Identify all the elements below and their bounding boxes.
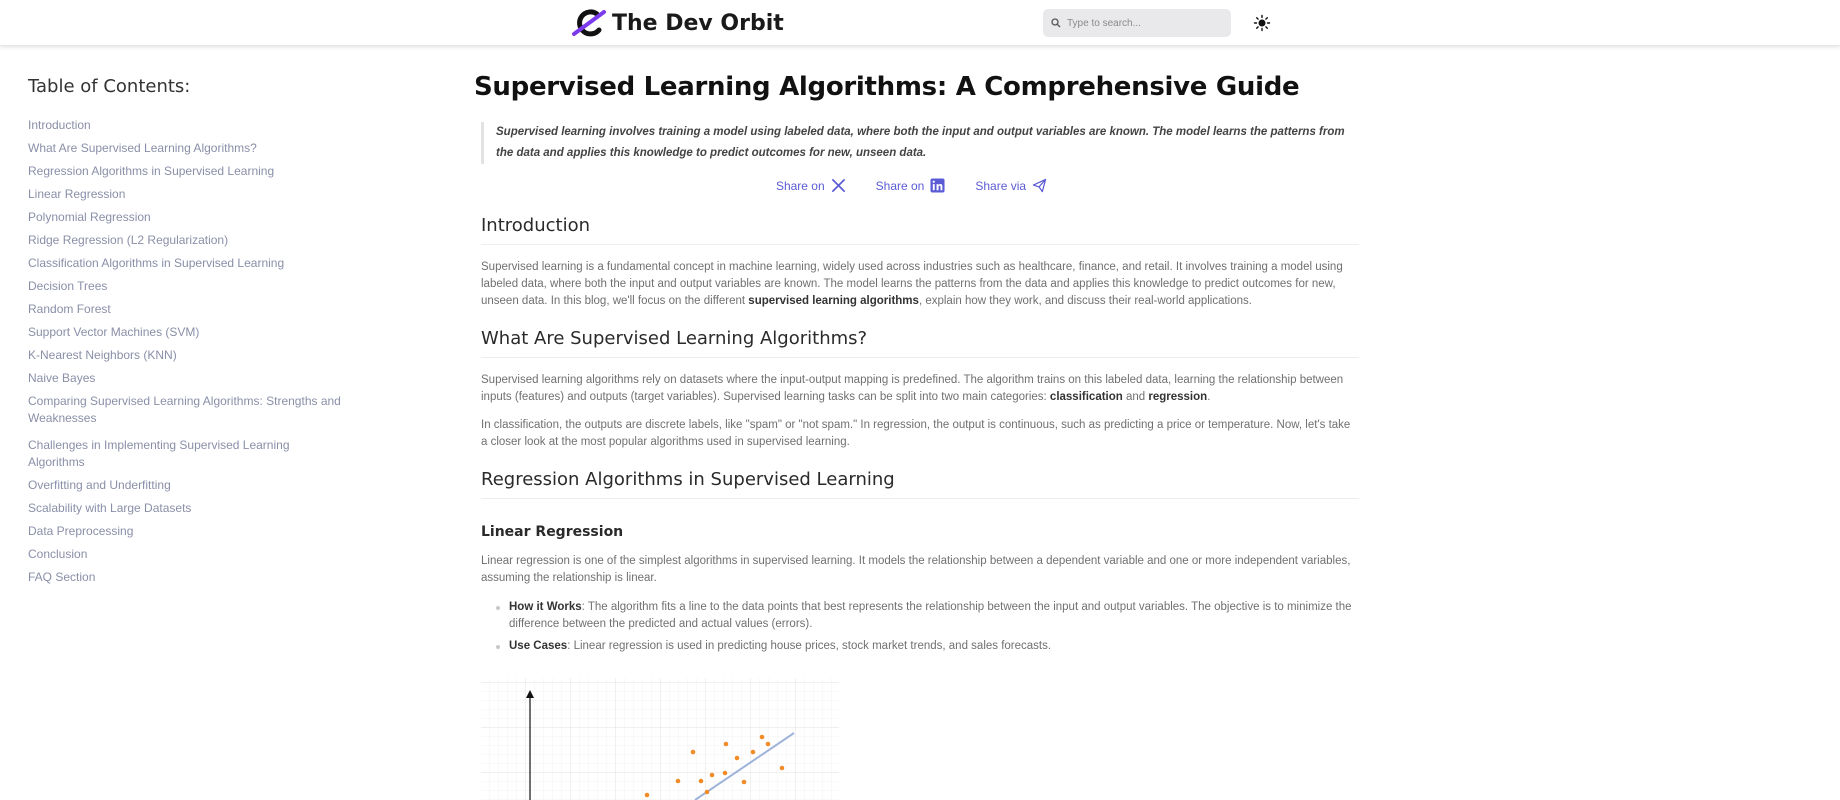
toc-item[interactable]: What Are Supervised Learning Algorithms? — [28, 141, 257, 155]
toc-item[interactable]: Introduction — [28, 118, 91, 132]
share-email-label: Share via — [975, 178, 1027, 193]
search-icon — [1051, 18, 1061, 28]
toc-item[interactable]: Naive Bayes — [28, 371, 96, 385]
site-header — [0, 0, 1840, 46]
article-title: Supervised Learning Algorithms: A Comprehensive Guide — [474, 72, 1300, 102]
search-input[interactable] — [1067, 18, 1227, 29]
article — [474, 72, 1359, 660]
sun-icon[interactable] — [1252, 13, 1272, 33]
toc-item[interactable]: Support Vector Machines (SVM) — [28, 325, 200, 339]
share-linkedin-label: Share on — [875, 178, 925, 193]
table-of-contents — [28, 76, 348, 592]
paper-plane-icon — [1032, 178, 1047, 193]
toc-item[interactable]: FAQ Section — [28, 570, 96, 584]
intro-bold: supervised learning algorithms — [748, 295, 919, 307]
subsection-heading-linear-regression: Linear Regression — [481, 524, 624, 540]
share-linkedin-link[interactable] — [876, 178, 946, 193]
what-are-text-2: and — [1122, 391, 1149, 403]
linkedin-icon — [930, 178, 945, 193]
intro-text-2: , explain how they work, and discuss their real-world applications. — [918, 295, 1252, 307]
share-email-link[interactable] — [975, 178, 1047, 193]
regression-bold: regression — [1148, 391, 1208, 403]
toc-item[interactable]: Random Forest — [28, 302, 111, 316]
search-box[interactable] — [1043, 9, 1231, 37]
list-item — [509, 638, 1359, 655]
article-summary: Supervised learning involves training a model using labeled data, where both the input and output variables are known. The model learns the patterns from the data and applies this knowledge to predict outcomes for new, unseen data. — [481, 122, 1357, 164]
section-heading-what-are: What Are Supervised Learning Algorithms? — [481, 328, 1359, 358]
toc-item[interactable]: Ridge Regression (L2 Regularization) — [28, 233, 229, 247]
classification-bold: classification — [1049, 391, 1123, 403]
linear-regression-bullets — [509, 599, 1359, 655]
site-logo[interactable] — [572, 8, 784, 38]
toc-item[interactable]: Data Preprocessing — [28, 524, 134, 538]
linear-regression-paragraph: Linear regression is one of the simplest algorithms in supervised learning. It models the relationship between a dependent variable and one or more independent variables, assuming the relationship is linear. — [481, 555, 1351, 584]
what-are-text-1: Supervised learning algorithms rely on datasets where the input-output mapping is predefined. The algorithm trains on this labeled data, learning the relationship between inputs (features) and outputs (target variables). Supervised learning tasks can be split into two main categories: — [481, 374, 1344, 403]
toc-item[interactable]: Classification Algorithms in Supervised Learning — [28, 256, 285, 270]
orbit-logo-icon — [572, 8, 606, 38]
what-are-paragraph-2: In classification, the outputs are discrete labels, like "spam" or "not spam." In regression, the output is continuous, such as predicting a price or temperature. Now, let's take a closer look at the most popular algorithms used in supervised learning. — [481, 419, 1351, 448]
toc-item[interactable]: K-Nearest Neighbors (KNN) — [28, 348, 177, 362]
intro-paragraph — [481, 259, 1359, 310]
bullet-text: : The algorithm fits a line to the data points that best represents the relationship between the input and output variables. The objective is to minimize the difference between the predicted and actual values (errors). — [509, 601, 1352, 630]
toc-item[interactable]: Comparing Supervised Learning Algorithms: Strengths and Weaknesses — [28, 394, 341, 425]
section-heading-regression: Regression Algorithms in Supervised Learning — [481, 469, 1359, 499]
list-item — [509, 599, 1359, 633]
toc-item[interactable]: Polynomial Regression — [28, 210, 151, 224]
toc-title: Table of Contents: — [28, 76, 191, 97]
site-name: The Dev Orbit — [612, 10, 784, 36]
toc-item[interactable]: Linear Regression — [28, 187, 126, 201]
toc-item[interactable]: Decision Trees — [28, 279, 108, 293]
share-bar — [474, 178, 1359, 193]
bullet-label: How it Works — [509, 601, 582, 613]
toc-list — [28, 117, 348, 586]
toc-item[interactable]: Overfitting and Underfitting — [28, 478, 171, 492]
intro-text-1: Supervised learning is a fundamental concept in machine learning, widely used across industries such as healthcare, finance, and retail. It involves training a model using labeled data, where both the input and output variables are known. The model learns the patterns from the data and applies this knowledge to predict outcomes for new, unseen data. In this blog, we'll focus on the different — [481, 261, 1343, 307]
bullet-label: Use Cases — [509, 640, 568, 652]
toc-item[interactable]: Scalability with Large Datasets — [28, 501, 192, 515]
toc-item[interactable]: Conclusion — [28, 547, 88, 561]
share-twitter-link[interactable] — [776, 178, 846, 193]
toc-item[interactable]: Regression Algorithms in Supervised Learning — [28, 164, 275, 178]
toc-item[interactable]: Challenges in Implementing Supervised Learning Algorithms — [28, 438, 290, 469]
section-heading-introduction: Introduction — [481, 215, 1359, 245]
share-twitter-label: Share on — [775, 178, 825, 193]
what-are-paragraph-1 — [481, 372, 1359, 406]
x-logo-icon — [831, 178, 846, 193]
what-are-text-3: . — [1207, 391, 1211, 403]
bullet-text: : Linear regression is used in predicting house prices, stock market trends, and sales forecasts. — [567, 640, 1052, 652]
linear-regression-illustration — [481, 678, 839, 800]
